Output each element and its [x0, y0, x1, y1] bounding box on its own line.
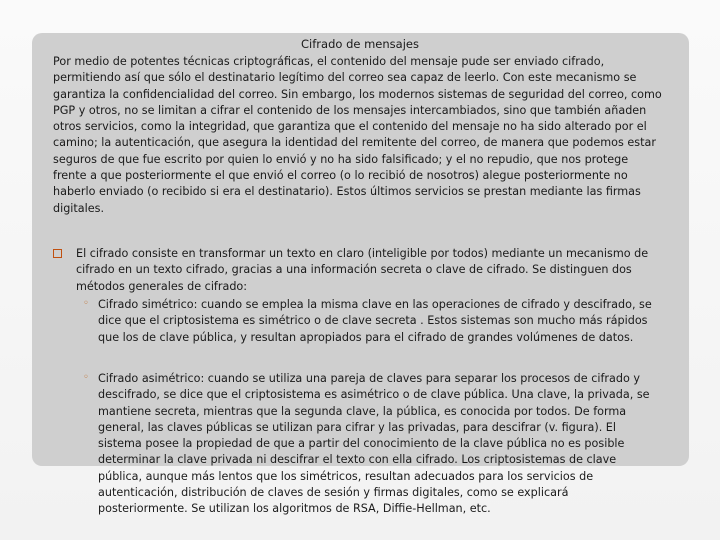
sub-bullet-text: Cifrado simétrico: cuando se emplea la misma clave en las operaciones de cifrado y descifrado, se dice que el criptosistema es simétrico o de clave secreta . Estos sistemas son mucho más rápidos que los de clave pública, y resultan apropiados para el cifrado de grandes volúmenes de datos. [98, 298, 652, 344]
intro-paragraph: Por medio de potentes técnicas criptográficas, el contenido del mensaje pude ser enviado cifrado, permitiendo así que sólo el destinatario legítimo del correo sea capaz de leerlo. Con este mecanismo se garantiza la confidencialidad del correo. Sin embargo, los modernos sistemas de seguridad del correo, como PGP y otros, no se limitan a cifrar el contenido de los mensajes intercambiados, sino que también añaden otros servicios, como la integridad, que garantiza que el contenido del mensaje no ha sido alterado por el camino; la autenticación, que asegura la identidad del remitente del correo, de manera que podemos estar seguros de que fue escrito por quien lo envió y no ha sido falsificado; y el no repudio, que nos protege frente a que posteriormente el que envió el correo (o lo recibió de nosotros) alegue posteriormente no haberlo enviado (o recibido si era el destinatario). Estos últimos servicios se prestan mediante las firmas digitales. [53, 55, 662, 215]
main-bullet-text: El cifrado consiste en transformar un texto en claro (inteligible por todos) mediante un mecanismo de cifrado en un texto cifrado, gracias a una información secreta o clave de cifrado. Se distinguen dos métodos generales de cifrado: [76, 247, 649, 293]
sub-bullet-item [83, 297, 653, 346]
sub-bullet-item [83, 371, 653, 518]
circle-bullet-icon: ◦ [83, 372, 89, 383]
slide-title: Cifrado de mensajes [301, 37, 419, 51]
square-bullet-icon [53, 249, 62, 258]
circle-bullet-icon: ◦ [83, 298, 89, 309]
main-bullet-item [53, 246, 668, 295]
sub-bullet-text: Cifrado asimétrico: cuando se utiliza una pareja de claves para separar los procesos de cifrado y descifrado, se dice que el criptosistema es asimétrico o de clave pública. Una clave, la privada, se mantiene secreta, mientras que la segunda clave, la pública, es conocida por todos. De forma general, las claves públicas se utilizan para cifrar y las privadas, para descifrar (v. figura). El sistema posee la propiedad de que a partir del conocimiento de la clave pública no es posible determinar la clave privada ni descifrar el texto con ella cifrado. Los criptosistemas de clave pública, aunque más lentos que los simétricos, resultan adecuados para los servicios de autenticación, distribución de claves de sesión y firmas digitales, como se explicará posteriormente. Se utilizan los algoritmos de RSA, Diffie-Hellman, etc. [98, 372, 650, 516]
